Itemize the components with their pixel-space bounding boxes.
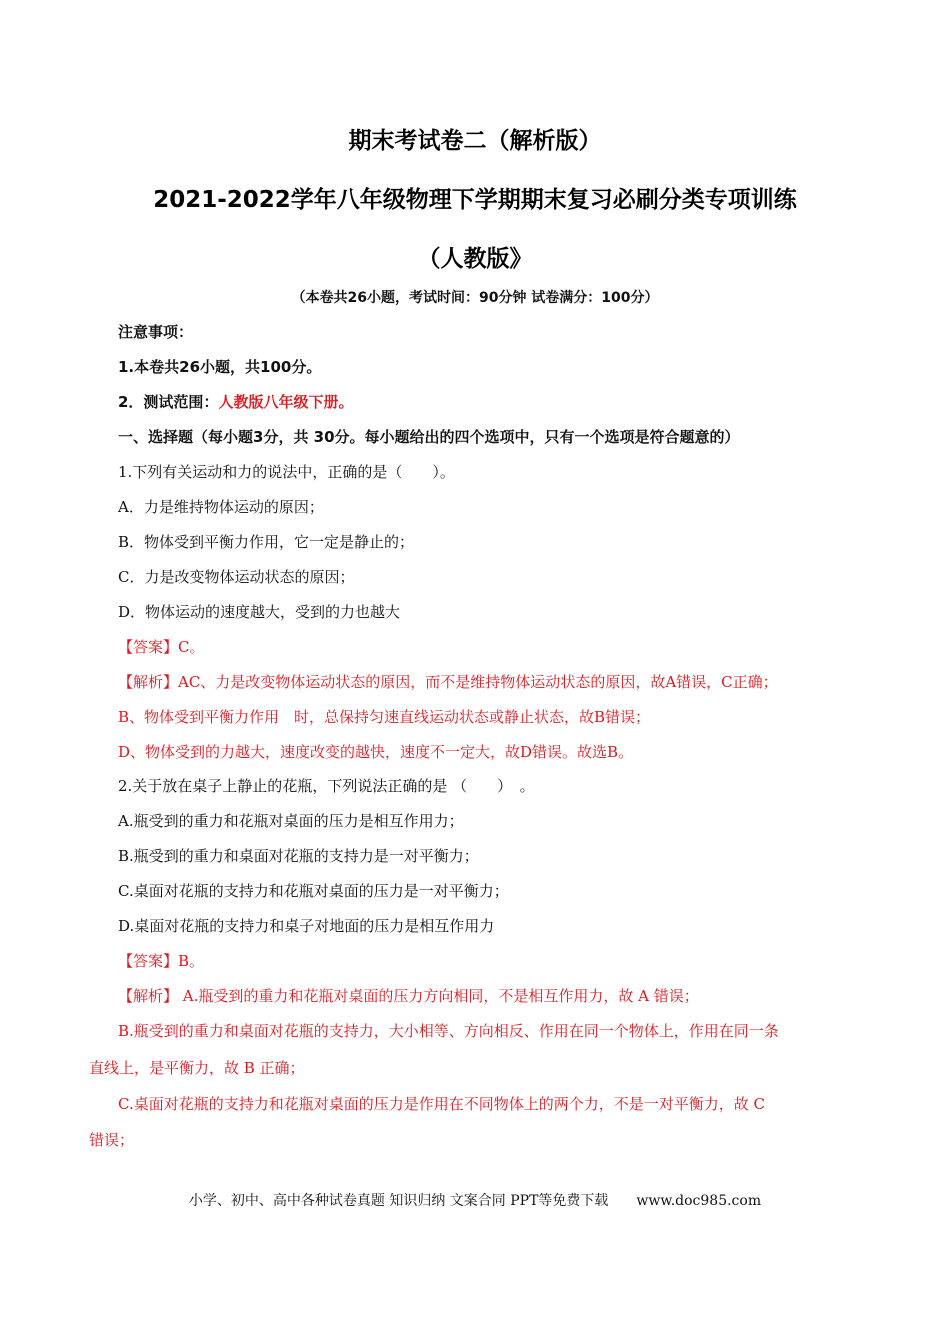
q1-option-c: C．力是改变物体运动状态的原因； bbox=[118, 568, 355, 586]
q1-option-d: D．物体运动的速度越大，受到的力也越大 bbox=[118, 603, 401, 621]
notes-item-1-text: 1.本卷共26小题，共100分。 bbox=[118, 358, 322, 376]
q2-answer: 【答案】B。 bbox=[118, 952, 205, 970]
notes-heading: 注意事项： bbox=[118, 323, 194, 341]
section-heading: 一、选择题（每小题3分，共 30分。每小题给出的四个选项中，只有一个选项是符合题意的） bbox=[118, 428, 740, 446]
q1-analysis-1: 【解析】AC、力是改变物体运动状态的原因，而不是维持物体运动状态的原因，故A错误，C正确； bbox=[118, 673, 778, 691]
q2-analysis-1: 【解析】 A.瓶受到的重力和花瓶对桌面的压力方向相同，不是相互作用力，故 A 错误； bbox=[118, 987, 699, 1005]
q1-option-a: A．力是维持物体运动的原因； bbox=[118, 498, 324, 516]
q1-analysis-3: D、物体受到的力越大，速度改变的越快，速度不一定大，故D错误。故选B。 bbox=[118, 743, 634, 761]
q2-analysis-3a: C.桌面对花瓶的支持力和花瓶对桌面的压力是作用在不同物体上的两个力，不是一对平衡力，故 C bbox=[118, 1095, 765, 1113]
page-footer: 小学、初中、高中各种试卷真题 知识归纳 文案合同 PPT等免费下载 www.doc985.com bbox=[188, 1193, 762, 1209]
exam-info: （本卷共26小题，考试时间：90分钟 试卷满分：100分） bbox=[291, 290, 659, 306]
q1-option-b: B．物体受到平衡力作用，它一定是静止的； bbox=[118, 533, 415, 551]
q1-stem: 1.下列有关运动和力的说法中，正确的是（ ）。 bbox=[118, 463, 455, 481]
q2-analysis-2a: B.瓶受到的重力和桌面对花瓶的支持力，大小相等、方向相反、作用在同一个物体上，作用在同一条 bbox=[118, 1022, 779, 1040]
document-edition: （人教版》 bbox=[417, 246, 533, 272]
notes-item-1 bbox=[118, 356, 321, 378]
q2-option-d: D.桌面对花瓶的支持力和桌子对地面的压力是相互作用力 bbox=[118, 917, 495, 935]
document-title: 期末考试卷二（解析版） bbox=[348, 128, 602, 154]
q1-answer: 【答案】C。 bbox=[118, 638, 205, 656]
notes-item-2 bbox=[118, 391, 353, 413]
notes-item-2-label: 2．测试范围： bbox=[118, 393, 219, 411]
q2-stem: 2.关于放在桌子上静止的花瓶，下列说法正确的是 （ ） 。 bbox=[118, 777, 535, 795]
q1-analysis-2: B、物体受到平衡力作用 时，总保持匀速直线运动状态或静止状态，故B错误； bbox=[118, 708, 651, 726]
q2-option-a: A.瓶受到的重力和花瓶对桌面的压力是相互作用力； bbox=[118, 812, 464, 830]
q2-analysis-2b: 直线上，是平衡力，故 B 正确； bbox=[89, 1059, 305, 1077]
document-subtitle: 2021-2022学年八年级物理下学期期末复习必刷分类专项训练 bbox=[153, 187, 797, 213]
notes-item-2-value: 人教版八年级下册。 bbox=[218, 393, 354, 411]
q2-option-c: C.桌面对花瓶的支持力和花瓶对桌面的压力是一对平衡力； bbox=[118, 882, 509, 900]
q2-analysis-3b: 错误； bbox=[89, 1131, 135, 1149]
q2-option-b: B.瓶受到的重力和桌面对花瓶的支持力是一对平衡力； bbox=[118, 847, 479, 865]
